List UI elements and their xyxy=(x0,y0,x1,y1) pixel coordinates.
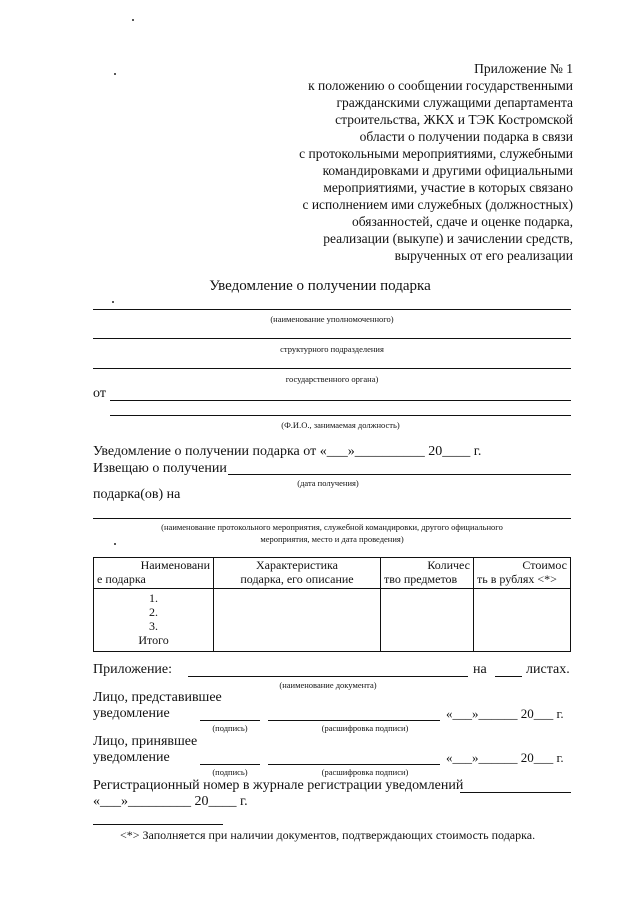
registration-number-line xyxy=(460,792,571,793)
scan-speck xyxy=(114,73,116,75)
registration-line: Регистрационный номер в журнале регистрации уведомлений xyxy=(93,778,464,793)
col-header-description: Характеристика подарка, его описание xyxy=(214,558,381,589)
table-row xyxy=(94,589,571,652)
description-cell xyxy=(214,589,381,652)
receiver-signature-caption: (подпись) xyxy=(212,767,248,777)
annex-line: к положению о сообщении государственными xyxy=(308,78,573,93)
attachment-on: на xyxy=(473,662,487,677)
attachment-label: Приложение: xyxy=(93,662,173,677)
submitter-decoding-line xyxy=(268,720,440,721)
footnote: <*> Заполняется при наличии документов, подтверждающих стоимость подарка. xyxy=(120,828,536,842)
attachment-sheets: листах. xyxy=(526,662,570,677)
from-line xyxy=(110,400,571,401)
submitter-date: «___»______ 20___ г. xyxy=(446,706,564,721)
receiver-date: «___»______ 20___ г. xyxy=(446,750,564,765)
item-number: 3. xyxy=(149,619,158,633)
inform-label: Извещаю о получении xyxy=(93,461,227,476)
cost-cell xyxy=(474,589,571,652)
doc-name-caption: (наименование документа) xyxy=(279,680,377,690)
footnote-separator xyxy=(93,824,223,825)
annex-line: с протокольными мероприятиями, служебными xyxy=(299,146,573,161)
registration-date: «___»_________ 20____ г. xyxy=(93,794,248,809)
annex-line: гражданскими служащими департамента xyxy=(336,95,573,110)
scan-speck xyxy=(112,301,114,303)
submitter-signature-caption: (подпись) xyxy=(212,723,248,733)
submitter-line1: Лицо, представившее xyxy=(93,690,222,705)
from-label: от xyxy=(93,386,106,401)
annex-header xyxy=(243,60,573,264)
items-cell xyxy=(94,589,214,652)
gifts-table xyxy=(93,557,571,652)
annex-line: строительства, ЖКХ и ТЭК Костромской xyxy=(335,112,573,127)
table-header-row xyxy=(94,558,571,589)
fio-caption: (Ф.И.О., занимаемая должность) xyxy=(281,420,400,430)
submitter-signature-line xyxy=(200,720,260,721)
receiver-decoding-line xyxy=(268,764,440,765)
annex-line: обязанностей, сдаче и оценке подарка, xyxy=(352,214,573,229)
authorized-name-line xyxy=(93,309,571,310)
total-label: Итого xyxy=(138,633,169,647)
page-title: Уведомление о получении подарка xyxy=(209,278,431,294)
receiver-line1: Лицо, принявшее xyxy=(93,734,198,749)
event-caption-1: (наименование протокольного мероприятия, служебной командировки, другого официального xyxy=(161,522,503,532)
division-line xyxy=(93,338,571,339)
receiver-decoding-caption: (расшифровка подписи) xyxy=(321,767,409,777)
col-header-cost: Стоимос ть в рублях <*> xyxy=(474,558,571,589)
attachment-doc-line xyxy=(188,676,468,677)
gifts-label: подарка(ов) на xyxy=(93,487,181,502)
item-number: 1. xyxy=(149,591,158,605)
receipt-date-caption: (дата получения) xyxy=(297,478,359,488)
col-header-name: Наименовани е подарка xyxy=(94,558,214,589)
notice-line: Уведомление о получении подарка от «___»__________ 20____ г. xyxy=(93,444,482,459)
agency-caption: государственного органа) xyxy=(285,374,379,384)
submitter-decoding-caption: (расшифровка подписи) xyxy=(321,723,409,733)
authorized-caption: (наименование уполномоченного) xyxy=(270,314,394,324)
annex-line: Приложение № 1 xyxy=(474,61,573,76)
receiver-line2: уведомление xyxy=(93,750,170,765)
col-header-quantity: Количес тво предметов xyxy=(381,558,474,589)
receipt-date-line xyxy=(228,474,571,475)
attachment-sheets-line xyxy=(495,676,522,677)
annex-line: реализации (выкупе) и зачислении средств, xyxy=(323,231,573,246)
annex-line: вырученных от его реализации xyxy=(394,248,573,263)
submitter-line2: уведомление xyxy=(93,706,170,721)
quantity-cell xyxy=(381,589,474,652)
scan-speck xyxy=(132,19,134,21)
event-line xyxy=(93,518,571,519)
item-number: 2. xyxy=(149,605,158,619)
fio-line xyxy=(110,415,571,416)
event-caption-2: мероприятия, место и дата проведения) xyxy=(260,534,404,544)
annex-line: с исполнением ими служебных (должностных) xyxy=(302,197,573,212)
agency-line xyxy=(93,368,571,369)
receiver-signature-line xyxy=(200,764,260,765)
annex-line: мероприятиями, участие в которых связано xyxy=(323,180,573,195)
division-caption: структурного подразделения xyxy=(280,344,384,354)
annex-line: командировками и другими официальными xyxy=(322,163,573,178)
annex-line: области о получении подарка в связи xyxy=(359,129,573,144)
